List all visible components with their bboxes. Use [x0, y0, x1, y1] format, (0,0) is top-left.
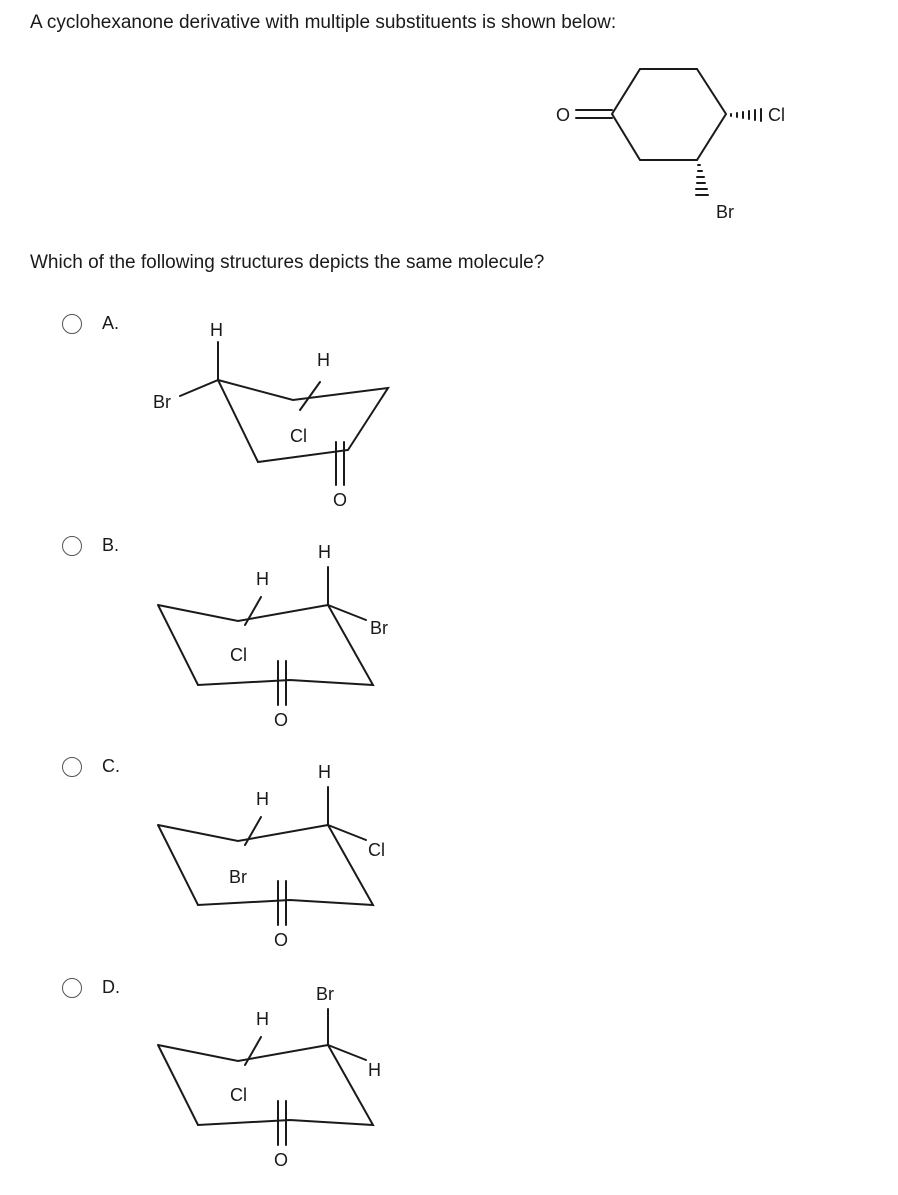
label-o: O: [274, 930, 289, 950]
option-c-structure: [140, 755, 460, 955]
option-a-structure: [140, 310, 460, 515]
label-h1: H: [256, 789, 269, 809]
label-h2: H: [318, 542, 331, 562]
option-b-letter: B.: [102, 535, 120, 555]
label-o: O: [274, 1150, 289, 1170]
label-o: O: [333, 490, 348, 510]
label-br: Br: [153, 392, 171, 412]
radio-d[interactable]: [62, 978, 82, 998]
option-c[interactable]: [62, 756, 120, 777]
option-b-structure: [140, 535, 460, 735]
bond-br: [328, 605, 366, 620]
chlorine-label: Cl: [768, 105, 785, 125]
label-cl: Cl: [290, 426, 307, 446]
bond-h2: [328, 1045, 366, 1060]
label-br: Br: [316, 984, 334, 1004]
chair: [158, 825, 373, 905]
option-a-letter: A.: [102, 313, 120, 333]
label-br: Br: [370, 618, 388, 638]
label-cl: Cl: [368, 840, 385, 860]
label-h1: H: [256, 569, 269, 589]
radio-b[interactable]: [62, 536, 82, 556]
label-h2: H: [317, 350, 330, 370]
option-b[interactable]: [62, 535, 119, 556]
label-h2: H: [318, 762, 331, 782]
bond-br: [180, 380, 218, 396]
option-d-letter: D.: [102, 977, 120, 997]
question-prompt: A cyclohexanone derivative with multiple substituents is shown below:: [30, 12, 617, 33]
label-o: O: [274, 710, 289, 730]
bond-h1: [245, 817, 261, 845]
option-d-structure: [140, 975, 460, 1175]
chair: [158, 1045, 373, 1125]
radio-c[interactable]: [62, 757, 82, 777]
label-h1: H: [256, 1009, 269, 1029]
question-text: Which of the following structures depicts the same molecule?: [30, 252, 545, 273]
chair: [158, 605, 373, 685]
option-d[interactable]: [62, 977, 120, 998]
label-h1: H: [210, 320, 223, 340]
option-c-letter: C.: [102, 756, 120, 776]
reference-structure: [540, 55, 820, 235]
hashed-bond-br: [696, 165, 708, 195]
ring: [612, 69, 726, 160]
bond-h1: [245, 1037, 261, 1065]
radio-a[interactable]: [62, 314, 82, 334]
oxygen-label: O: [556, 105, 571, 125]
option-a[interactable]: [62, 313, 119, 334]
label-cl: Cl: [230, 645, 247, 665]
hashed-bond-cl: [731, 109, 761, 121]
bond-cl: [328, 825, 366, 840]
label-cl: Cl: [230, 1085, 247, 1105]
bromine-label: Br: [716, 202, 734, 222]
chair: [218, 380, 388, 462]
bond-h1: [245, 597, 261, 625]
label-h2: H: [368, 1060, 381, 1080]
label-br: Br: [229, 867, 247, 887]
